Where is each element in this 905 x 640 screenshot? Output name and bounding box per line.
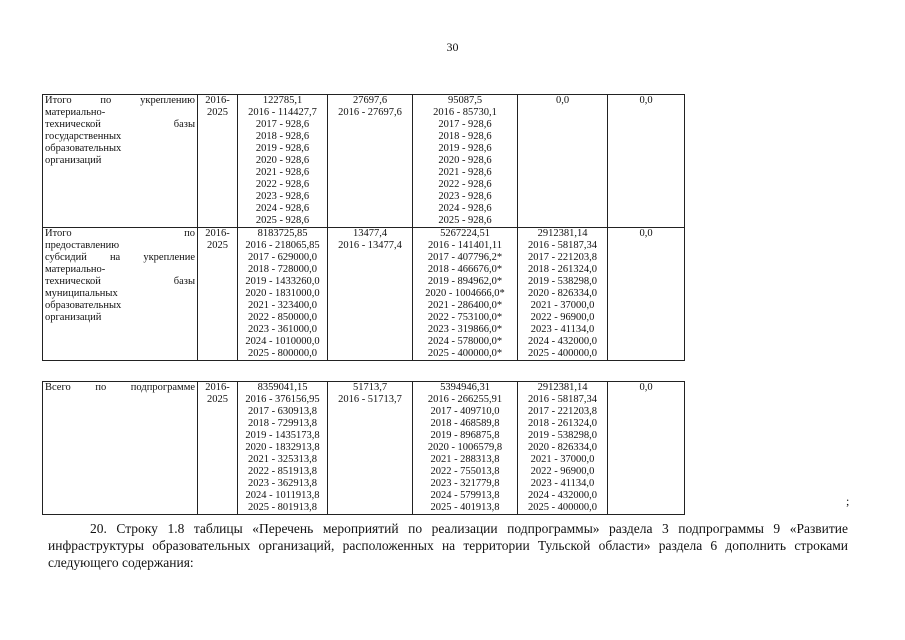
- cell-line: 0,0: [555, 95, 570, 106]
- cell-line: 27697,6: [352, 95, 388, 106]
- cell-line: 2025 - 400000,0: [527, 502, 598, 513]
- cell-line: 2016-: [205, 95, 230, 106]
- cell-line: 2018 - 729913,8: [247, 418, 318, 429]
- cell-line: 2024 - 578000,0*: [427, 336, 503, 347]
- cell-line: 2022 - 96900,0: [530, 312, 595, 323]
- cell-line: 2020 - 928,6: [438, 155, 492, 166]
- cell-line: 2016 - 266255,91: [427, 394, 503, 405]
- row-other: [608, 95, 685, 228]
- cell-line: 2016 - 58187,34: [527, 240, 598, 251]
- cell-line: 8183725,85: [257, 228, 308, 239]
- row-total: [238, 228, 328, 361]
- cell-line: 2016-: [205, 228, 230, 239]
- row-period: [198, 382, 238, 515]
- budget-table-top: [42, 94, 685, 361]
- cell-line: 2017 - 629000,0: [247, 252, 318, 263]
- cell-line: 2019 - 1433260,0: [245, 276, 320, 287]
- cell-line: 0,0: [639, 228, 653, 239]
- cell-line: 2019 - 928,6: [438, 143, 492, 154]
- row-name: [43, 382, 198, 515]
- cell-line: 2017 - 630913,8: [247, 406, 318, 417]
- cell-line: 2025 - 800000,0: [247, 348, 318, 359]
- cell-line: 2023 - 928,6: [438, 191, 492, 202]
- cell-line: 2024 - 579913,8: [430, 490, 500, 501]
- cell-line: 2021 - 928,6: [438, 167, 492, 178]
- cell-line: 2023 - 362913,8: [247, 478, 318, 489]
- cell-line: 2025 - 400000,0*: [427, 348, 503, 359]
- cell-line: 2021 - 323400,0: [247, 300, 318, 311]
- cell-line: 51713,7: [352, 382, 388, 393]
- cell-line: 2016 - 58187,34: [527, 394, 598, 405]
- cell-line: 2025: [207, 240, 228, 251]
- cell-line: 2020 - 1004666,0*: [425, 288, 505, 299]
- cell-line: 2017 - 928,6: [438, 119, 492, 130]
- cell-line: 2018 - 468589,8: [430, 418, 500, 429]
- row-other: [608, 382, 685, 515]
- cell-line: субсидий на укрепление: [45, 252, 195, 263]
- row-total: [238, 382, 328, 515]
- cell-line: 2024 - 432000,0: [527, 336, 598, 347]
- cell-line: 2021 - 37000,0: [530, 454, 595, 465]
- cell-line: 122785,1: [262, 95, 303, 106]
- cell-line: 2022 - 753100,0*: [427, 312, 503, 323]
- cell-line: материально-: [45, 264, 106, 275]
- row-terminator: ;: [846, 494, 850, 508]
- cell-line: 2023 - 361000,0: [247, 324, 318, 335]
- page-number: 30: [446, 40, 459, 54]
- cell-line: 2025: [207, 394, 228, 405]
- cell-line: 2019 - 928,6: [255, 143, 310, 154]
- cell-line: 2024 - 928,6: [255, 203, 310, 214]
- cell-line: 2016 - 114427,7: [248, 107, 317, 118]
- cell-line: 2021 - 928,6: [255, 167, 310, 178]
- cell-line: 0,0: [639, 382, 653, 393]
- cell-line: 2018 - 928,6: [255, 131, 310, 142]
- cell-line: 2016 - 85730,1: [433, 107, 497, 118]
- row-local: [518, 228, 608, 361]
- cell-line: 2016 - 141401,11: [428, 240, 502, 251]
- row-regional: [413, 382, 518, 515]
- cell-line: образовательных: [45, 143, 122, 154]
- cell-line: технической базы: [45, 276, 195, 287]
- budget-table-total: [42, 381, 685, 515]
- cell-line: материально-: [45, 107, 106, 118]
- cell-line: 2024 - 1010000,0: [245, 336, 320, 347]
- table-row: [43, 228, 685, 361]
- cell-line: 2017 - 221203,8: [527, 406, 598, 417]
- cell-line: 2018 - 261324,0: [527, 264, 598, 275]
- cell-line: 2912381,14: [537, 382, 588, 393]
- cell-line: Всего по подпрограмме: [45, 382, 195, 393]
- cell-line: 2016 - 13477,4: [338, 240, 402, 251]
- cell-line: технической базы: [45, 119, 195, 130]
- cell-line: 2016 - 376156,95: [245, 394, 320, 405]
- cell-line: 2020 - 1831000,0: [245, 288, 320, 299]
- row-other: [608, 228, 685, 361]
- cell-line: 2022 - 928,6: [438, 179, 492, 190]
- amendment-paragraph: 20. Строку 1.8 таблицы «Перечень мероприятий по реализации подпрограммы» раздела 3 подпрограммы 9 «Развитие инфраструктуры образовательных организаций, расположенных на территории Тульской области» раздела 6 дополнить строками следующего содержания:: [48, 521, 848, 570]
- cell-line: 2017 - 407796,2*: [427, 252, 503, 263]
- cell-line: 2022 - 928,6: [255, 179, 310, 190]
- cell-line: 2020 - 1006579,8: [427, 442, 503, 453]
- cell-line: 2021 - 288313,8: [430, 454, 500, 465]
- cell-line: 5394946,31: [440, 382, 490, 393]
- cell-line: 2025 - 801913,8: [247, 502, 318, 513]
- cell-line: 2023 - 928,6: [255, 191, 310, 202]
- cell-line: 2021 - 286400,0*: [427, 300, 503, 311]
- cell-line: 2022 - 755013,8: [430, 466, 500, 477]
- cell-line: муниципальных: [45, 288, 118, 299]
- cell-line: 2020 - 826334,0: [527, 442, 598, 453]
- cell-line: предоставлению: [45, 240, 120, 251]
- row-total: [238, 95, 328, 228]
- cell-line: 2022 - 851913,8: [247, 466, 318, 477]
- cell-line: 2021 - 37000,0: [530, 300, 595, 311]
- row-local: [518, 382, 608, 515]
- cell-line: 2018 - 466676,0*: [427, 264, 503, 275]
- cell-line: 2023 - 321779,8: [430, 478, 500, 489]
- cell-line: 2020 - 826334,0: [527, 288, 598, 299]
- cell-line: Итого по укреплению: [45, 95, 195, 106]
- cell-line: 2024 - 432000,0: [527, 490, 598, 501]
- cell-line: 2016 - 218065,85: [245, 240, 320, 251]
- cell-line: 2022 - 96900,0: [530, 466, 595, 477]
- row-local: [518, 95, 608, 228]
- cell-line: 2912381,14: [537, 228, 588, 239]
- row-period: [198, 228, 238, 361]
- cell-line: 2021 - 325313,8: [247, 454, 318, 465]
- row-regional: [413, 95, 518, 228]
- row-name: [43, 95, 198, 228]
- cell-line: 2023 - 41134,0: [530, 478, 595, 489]
- cell-line: 2025 - 928,6: [255, 215, 310, 226]
- cell-line: 2017 - 409710,0: [430, 406, 500, 417]
- row-regional: [413, 228, 518, 361]
- cell-line: 2016-: [205, 382, 230, 393]
- cell-line: 2019 - 894962,0*: [427, 276, 503, 287]
- cell-line: 2019 - 538298,0: [527, 430, 598, 441]
- cell-line: 2025: [207, 107, 228, 118]
- cell-line: 2022 - 850000,0: [247, 312, 318, 323]
- cell-line: 2025 - 928,6: [438, 215, 492, 226]
- cell-line: 2025 - 400000,0: [527, 348, 598, 359]
- cell-line: 5267224,51: [440, 228, 490, 239]
- cell-line: 2020 - 928,6: [255, 155, 310, 166]
- cell-line: 2019 - 538298,0: [527, 276, 598, 287]
- cell-line: организаций: [45, 312, 102, 323]
- cell-line: 2017 - 928,6: [255, 119, 310, 130]
- cell-line: 2018 - 928,6: [438, 131, 492, 142]
- cell-line: государственных: [45, 131, 122, 142]
- cell-line: Итого по: [45, 228, 195, 239]
- cell-line: 13477,4: [352, 228, 388, 239]
- cell-line: 2024 - 1011913,8: [245, 490, 320, 501]
- cell-line: 2019 - 896875,8: [430, 430, 500, 441]
- cell-line: 2016 - 51713,7: [338, 394, 402, 405]
- row-federal: [328, 228, 413, 361]
- cell-line: 2025 - 401913,8: [430, 502, 500, 513]
- cell-line: 2018 - 261324,0: [527, 418, 598, 429]
- row-federal: [328, 382, 413, 515]
- cell-line: 2020 - 1832913,8: [245, 442, 320, 453]
- cell-line: 2016 - 27697,6: [338, 107, 402, 118]
- cell-line: 2023 - 41134,0: [530, 324, 595, 335]
- cell-line: 2023 - 319866,0*: [427, 324, 503, 335]
- row-period: [198, 95, 238, 228]
- row-federal: [328, 95, 413, 228]
- row-name: [43, 228, 198, 361]
- cell-line: 2018 - 728000,0: [247, 264, 318, 275]
- cell-line: 0,0: [639, 95, 653, 106]
- cell-line: 8359041,15: [257, 382, 308, 393]
- cell-line: 95087,5: [447, 95, 483, 106]
- table-row: [43, 95, 685, 228]
- table-row: [43, 382, 685, 515]
- cell-line: образовательных: [45, 300, 122, 311]
- cell-line: 2019 - 1435173,8: [245, 430, 320, 441]
- cell-line: 2017 - 221203,8: [527, 252, 598, 263]
- cell-line: организаций: [45, 155, 102, 166]
- cell-line: 2024 - 928,6: [438, 203, 492, 214]
